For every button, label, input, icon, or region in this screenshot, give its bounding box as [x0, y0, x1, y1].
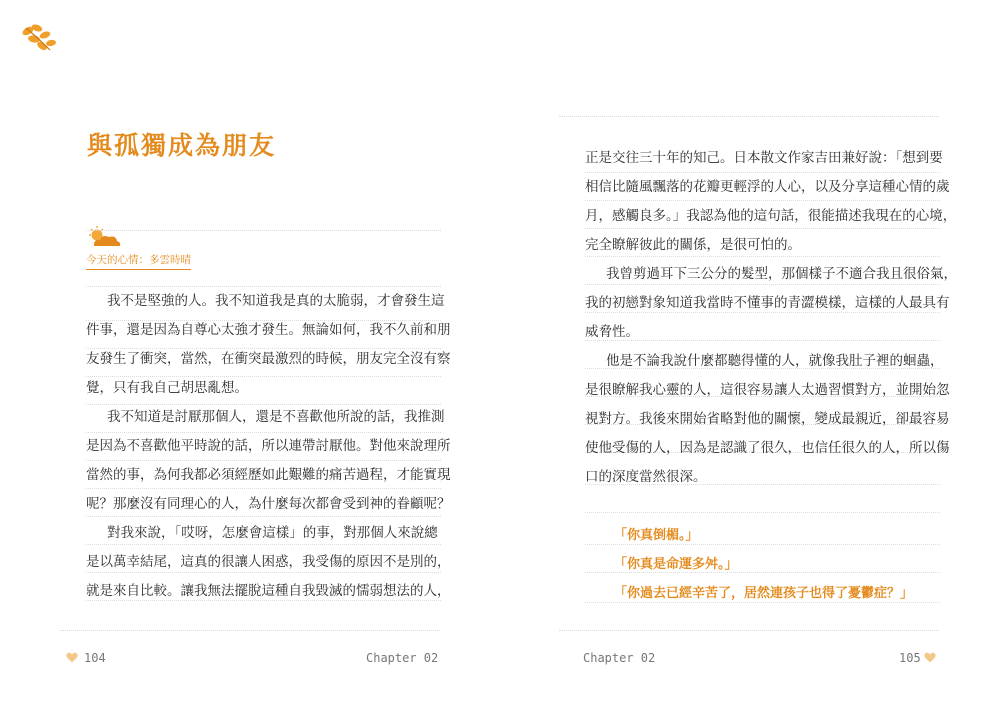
mood-label: 今天的心情：多雲時晴: [86, 252, 191, 270]
rule-line: [86, 544, 441, 545]
text-line: 視對方。我後來開始省略對他的關懷，變成最親近，卻最容易: [585, 411, 950, 427]
text-line: 是以萬幸結尾，這真的很讓人困惑，我受傷的原因不是別的，: [86, 554, 451, 570]
text-line: 威脅性。: [585, 324, 639, 340]
heart-icon: [924, 652, 936, 663]
rule-line: [585, 572, 940, 573]
rule-line: [585, 602, 940, 603]
text-line: 覺，只有我自己胡思亂想。: [86, 380, 248, 396]
chapter-label: Chapter 02: [583, 651, 656, 665]
rule-line: [86, 516, 441, 517]
sun-cloud-icon: [86, 225, 122, 249]
text-line: 呢？那麼沒有同理心的人，為什麼每次都會受到神的眷顧呢？: [86, 496, 451, 512]
quote-line: 「你過去已經辛苦了，居然連孩子也得了憂鬱症？」: [614, 586, 914, 601]
rule-line: [86, 600, 441, 601]
rule-line: [86, 432, 441, 433]
text-line: 月，感觸良多。」我認為他的這句話，很能描述我現在的心境，: [585, 208, 957, 224]
rule-line: [559, 630, 939, 631]
rule-line: [585, 312, 940, 313]
text-line: 口的深度當然很深。: [585, 469, 707, 485]
text-line: 是因為不喜歡他平時說的話，所以連帶討厭他。對他來說理所: [86, 438, 451, 454]
rule-line: [86, 230, 441, 231]
text-line: 正是交往三十年的知己。日本散文作家吉田兼好說：「想到要: [585, 150, 943, 166]
text-line: 他是不論我說什麼都聽得懂的人，就像我肚子裡的蛔蟲，: [606, 353, 944, 369]
rule-line: [585, 172, 940, 173]
rule-line: [585, 256, 940, 257]
text-line: 完全瞭解彼此的關係，是很可怕的。: [585, 237, 801, 253]
rule-line: [60, 630, 440, 631]
text-line: 我曾剪過耳下三公分的髮型，那個樣子不適合我且很俗氣，: [606, 266, 957, 282]
text-line: 是很瞭解我心靈的人，這很容易讓人太過習慣對方，並開始忽: [585, 382, 950, 398]
rule-line: [585, 544, 940, 545]
page-number: 105: [899, 651, 921, 665]
quote-line: 「你真倒楣。」: [614, 528, 699, 543]
rule-line: [86, 376, 441, 377]
page-number: 104: [84, 651, 106, 665]
text-line: 件事，還是因為自尊心太強才發生。無論如何，我不久前和朋: [86, 322, 451, 338]
rule-line: [86, 286, 441, 287]
text-line: 友發生了衝突，當然，在衝突最激烈的時候，朋友完全沒有察: [86, 351, 451, 367]
leaf-logo-icon: [20, 22, 60, 56]
text-line: 我不是堅強的人。我不知道我是真的太脆弱，才會發生這: [107, 293, 445, 309]
text-line: 對我來說，「哎呀，怎麼會這樣」的事，對那個人來說總: [107, 525, 438, 541]
rule-line: [559, 116, 939, 117]
text-line: 我不知道是討厭那個人，還是不喜歡他所說的話，我推測: [107, 409, 445, 425]
text-line: 當然的事，為何我都必須經歷如此艱難的痛苦過程，才能實現: [86, 467, 451, 483]
rule-line: [86, 572, 441, 573]
chapter-label: Chapter 02: [366, 651, 439, 665]
rule-line: [585, 200, 940, 201]
text-line: 使他受傷的人，因為是認識了很久，也信任很久的人，所以傷: [585, 440, 950, 456]
rule-line: [585, 512, 940, 513]
rule-line: [86, 404, 441, 405]
text-line: 我的初戀對象知道我當時不懂事的青澀模樣，這樣的人最具有: [585, 295, 950, 311]
chapter-title: 與孤獨成為朋友: [87, 131, 277, 160]
quote-line: 「你真是命運多舛。」: [614, 557, 738, 572]
heart-icon: [66, 652, 78, 663]
text-line: 就是來自比較。讓我無法擺脫這種自我毀滅的懦弱想法的人，: [86, 583, 451, 599]
rule-line: [585, 228, 940, 229]
rule-line: [585, 284, 940, 285]
rule-line: [86, 348, 441, 349]
rule-line: [86, 488, 441, 489]
text-line: 相信比隨風飄落的花瓣更輕浮的人心，以及分享這種心情的歲: [585, 179, 950, 195]
rule-line: [86, 460, 441, 461]
